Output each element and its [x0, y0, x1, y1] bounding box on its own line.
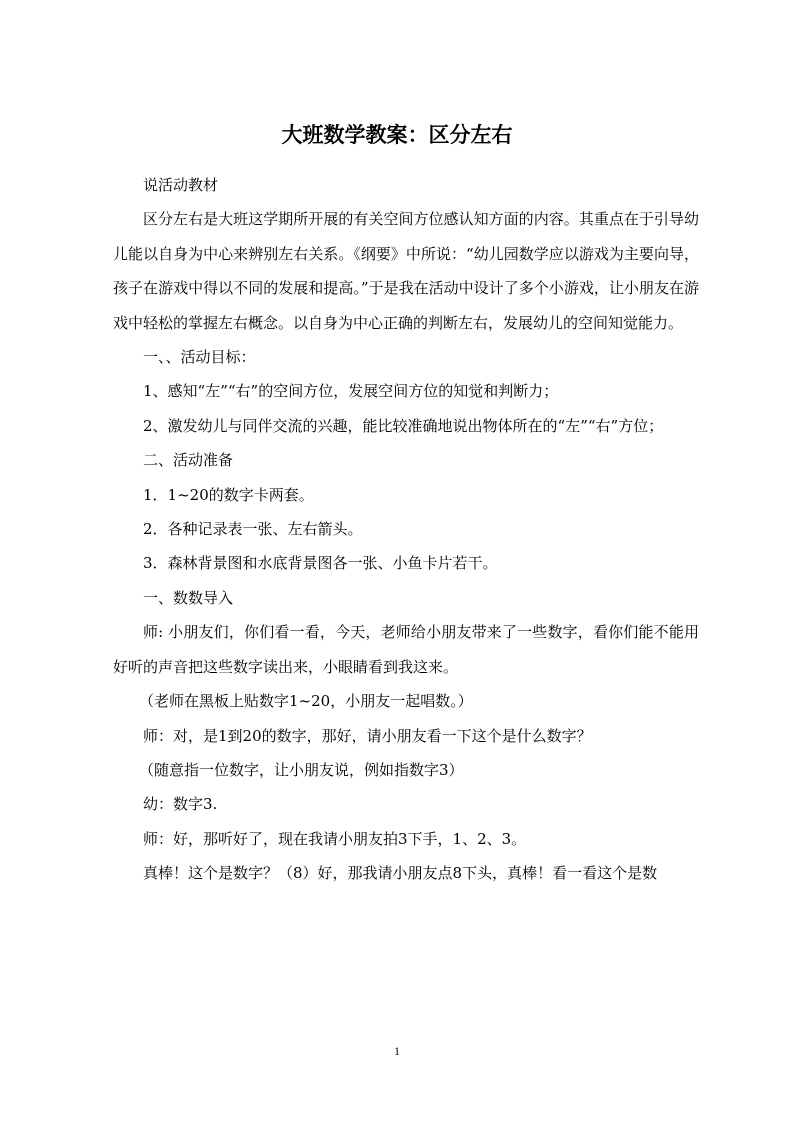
paragraph-teacher-4: 真棒！这个是数字？（8）好，那我请小朋友点8下头，真棒！看一看这个是数: [143, 864, 658, 883]
paragraph-goal-2: 2、激发幼儿与同伴交流的兴趣，能比较准确地说出物体所在的“左”“右”方位；: [143, 416, 664, 435]
document-body: [113, 168, 699, 891]
paragraph-note-2: （随意指一位数字，让小朋友说，例如指数字3）: [139, 760, 464, 779]
paragraph-prep-1: 1．1~20的数字卡两套。: [143, 485, 314, 504]
paragraph-goals-heading: 一、、活动目标：: [143, 348, 256, 367]
paragraph-teacher-3: 师：好，那听好了，现在我请小朋友拍3下手，1、2、3。: [143, 829, 527, 848]
paragraph-prep-heading: 二、活动准备: [143, 451, 234, 470]
paragraph-section-heading: 说活动教材: [143, 176, 219, 194]
paragraph-teacher-2: 师：对，是1到20的数字，那好，请小朋友看一下这个是什么数字？: [143, 726, 592, 745]
paragraph-prep-2: 2．各种记录表一张、左右箭头。: [143, 520, 363, 539]
paragraph-note-1: （老师在黑板上贴数字1~20，小朋友一起唱数。）: [139, 692, 473, 711]
paragraph-prep-3: 3．森林背景图和水底背景图各一张、小鱼卡片若干。: [143, 554, 498, 573]
paragraph-child-1: 幼：数字3.: [143, 795, 218, 814]
paragraph-intro: 区分左右是大班这学期所开展的有关空间方位感认知方面的内容。其重点在于引导幼儿能以自身为中心来辨别左右关系。《纲要》中所说：“幼儿园数学应以游戏为主要向导，孩子在游戏中得以不同的发展和提高。”于是我在活动中设计了多个小游戏，让小朋友在游戏中轻松的掌握左右概念。以自身为中心正确的判断左右，发展幼儿的空间知觉能力。: [113, 210, 699, 332]
document-title: 大班数学教案：区分左右: [281, 123, 513, 147]
paragraph-intro-counting-heading: 一、数数导入: [143, 588, 234, 607]
paragraph-teacher-1: 师: 小朋友们，你们看一看，今天，老师给小朋友带来了一些数字，看你们能不能用好听的声音把这些数字读出来，小眼睛看到我这来。: [113, 623, 699, 676]
paragraph-goal-1: 1、感知“左”“右”的空间方位，发展空间方位的知觉和判断力；: [143, 382, 559, 401]
page-number: 1: [394, 1044, 400, 1058]
